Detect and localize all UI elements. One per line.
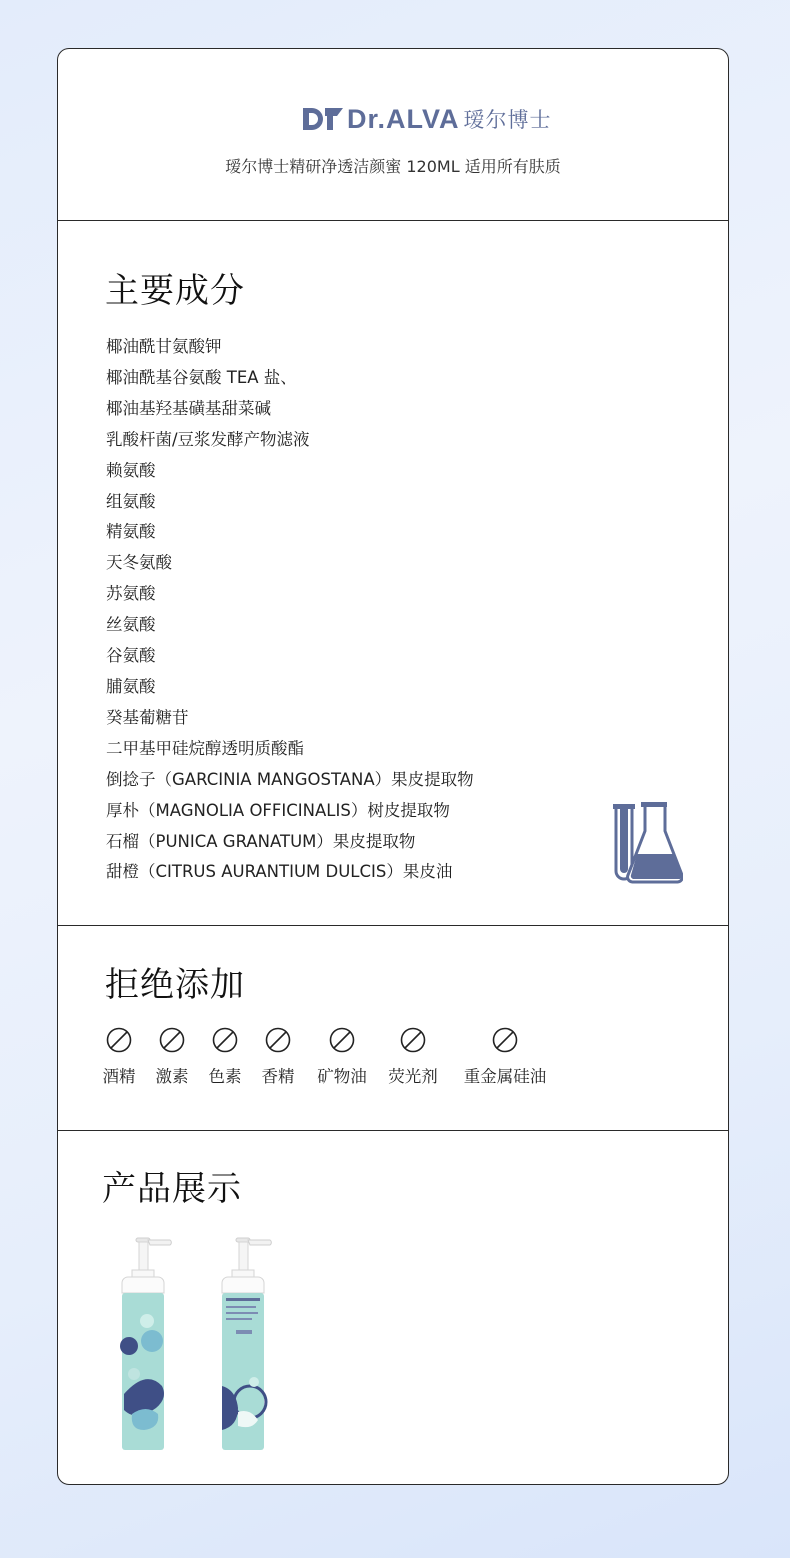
ingredient-item: 二甲基甲硅烷醇透明质酸酯 <box>106 738 304 758</box>
brand-logo-mark-icon <box>301 106 345 132</box>
ingredients-list <box>106 332 474 888</box>
no-additive-label: 酒精 <box>102 1067 136 1086</box>
ingredient-item: 石榴（PUNICA GRANATUM）果皮提取物 <box>106 831 416 851</box>
prohibited-icon <box>329 1027 355 1053</box>
section-divider <box>58 1130 728 1131</box>
product-bottle-back-image <box>114 1234 184 1454</box>
no-additive-item <box>384 1027 442 1087</box>
no-additive-label: 香精 <box>261 1067 295 1086</box>
ingredient-item: 脯氨酸 <box>106 676 156 696</box>
product-subtitle: 瑷尔博士精研净透洁颜蜜 120ML 适用所有肤质 <box>225 157 561 176</box>
ingredient-item: 椰油酰基谷氨酸 TEA 盐、 <box>106 367 297 387</box>
ingredient-item: 倒捻子（GARCINIA MANGOSTANA）果皮提取物 <box>106 769 474 789</box>
ingredient-item: 精氨酸 <box>106 522 156 542</box>
section-divider <box>58 220 728 221</box>
ingredient-item: 椰油基羟基磺基甜菜碱 <box>106 398 271 418</box>
section-divider <box>58 925 728 926</box>
ingredients-title: 主要成分 <box>105 271 245 311</box>
ingredient-item: 椰油酰甘氨酸钾 <box>106 337 222 356</box>
prohibited-icon <box>492 1027 518 1053</box>
ingredient-item: 赖氨酸 <box>106 460 156 480</box>
no-additive-item <box>313 1027 371 1087</box>
no-additives-list <box>98 1027 551 1087</box>
ingredient-item: 甜橙（CITRUS AURANTIUM DULCIS）果皮油 <box>106 862 453 882</box>
product-bottle-front-image <box>214 1234 284 1454</box>
showcase-title: 产品展示 <box>102 1169 242 1209</box>
brand-logo-cn: 瑷尔博士 <box>463 108 552 132</box>
no-additive-label: 荧光剂 <box>388 1067 438 1086</box>
ingredient-item: 组氨酸 <box>106 491 156 511</box>
no-additive-item <box>459 1027 551 1087</box>
ingredient-item: 厚朴（MAGNOLIA OFFICINALIS）树皮提取物 <box>106 800 450 820</box>
no-additive-item <box>257 1027 299 1087</box>
prohibited-icon <box>212 1027 238 1053</box>
no-additive-label: 矿物油 <box>317 1067 367 1086</box>
ingredient-item: 苏氨酸 <box>106 584 156 604</box>
brand-header <box>58 49 728 221</box>
brand-logo-text: Dr.ALVA <box>347 103 460 134</box>
ingredient-item: 谷氨酸 <box>106 646 156 666</box>
brand-logo <box>301 103 552 135</box>
no-additive-item <box>98 1027 140 1087</box>
no-additives-title: 拒绝添加 <box>105 965 245 1005</box>
prohibited-icon <box>265 1027 291 1053</box>
no-additive-item <box>151 1027 193 1087</box>
prohibited-icon <box>159 1027 185 1053</box>
no-additive-label: 重金属硅油 <box>463 1067 547 1086</box>
ingredient-item: 癸基葡糖苷 <box>106 707 189 727</box>
no-additive-item <box>204 1027 246 1087</box>
product-info-card <box>57 48 729 1485</box>
prohibited-icon <box>106 1027 132 1053</box>
ingredient-item: 天冬氨酸 <box>106 553 172 573</box>
prohibited-icon <box>400 1027 426 1053</box>
no-additive-label: 色素 <box>208 1067 242 1086</box>
ingredient-item: 乳酸杆菌/豆浆发酵产物滤液 <box>106 429 310 449</box>
lab-flask-icon <box>613 802 683 884</box>
ingredient-item: 丝氨酸 <box>106 615 156 635</box>
no-additive-label: 激素 <box>155 1067 189 1086</box>
